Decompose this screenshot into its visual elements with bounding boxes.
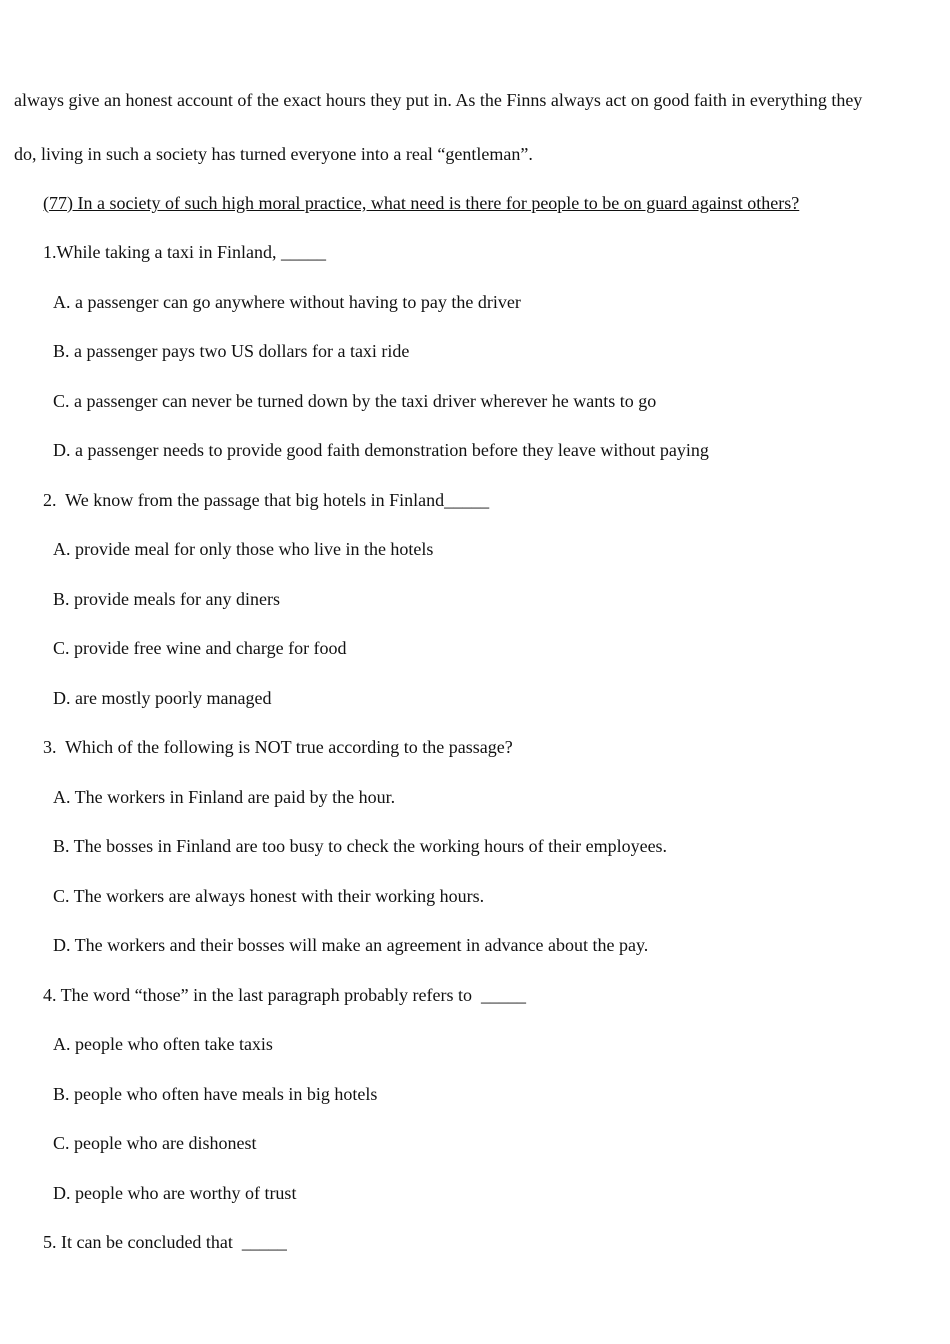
question-1-stem: 1.While taking a taxi in Finland, _____	[43, 242, 326, 262]
question-1-option-c: C. a passenger can never be turned down by the taxi driver wherever he wants to go	[53, 391, 657, 411]
question-1-option-d: D. a passenger needs to provide good faith demonstration before they leave without paying	[53, 440, 709, 460]
question-4-option-d: D. people who are worthy of trust	[53, 1183, 297, 1203]
question-3-option-b: B. The bosses in Finland are too busy to check the working hours of their employees.	[53, 836, 668, 856]
question-3-option-d: D. The workers and their bosses will make an agreement in advance about the pay.	[53, 935, 649, 955]
question-4-option-b: B. people who often have meals in big hotels	[53, 1084, 378, 1104]
passage-line: do, living in such a society has turned everyone into a real “gentleman”.	[14, 144, 533, 164]
question-3-option-c: C. The workers are always honest with their working hours.	[53, 886, 485, 906]
question-5-stem: 5. It can be concluded that _____	[43, 1232, 287, 1252]
question-4-stem: 4. The word “those” in the last paragraph probably refers to _____	[43, 985, 527, 1005]
passage-line: always give an honest account of the exact hours they put in. As the Finns always act on good faith in everything they	[14, 90, 863, 110]
question-1-option-a: A. a passenger can go anywhere without having to pay the driver	[53, 292, 521, 312]
question-4-option-a: A. people who often take taxis	[53, 1034, 273, 1054]
question-2-stem: 2. We know from the passage that big hotels in Finland_____	[43, 490, 490, 510]
question-2-option-b: B. provide meals for any diners	[53, 589, 280, 609]
question-4-option-c: C. people who are dishonest	[53, 1133, 257, 1153]
translation-question-77: (77) In a society of such high moral practice, what need is there for people to be on guard against others?	[43, 193, 800, 213]
question-2-option-c: C. provide free wine and charge for food	[53, 638, 347, 658]
question-3-stem: 3. Which of the following is NOT true according to the passage?	[43, 737, 513, 757]
question-2-option-d: D. are mostly poorly managed	[53, 688, 272, 708]
question-2-option-a: A. provide meal for only those who live in the hotels	[53, 539, 434, 559]
question-1-option-b: B. a passenger pays two US dollars for a taxi ride	[53, 341, 410, 361]
question-3-option-a: A. The workers in Finland are paid by the hour.	[53, 787, 396, 807]
